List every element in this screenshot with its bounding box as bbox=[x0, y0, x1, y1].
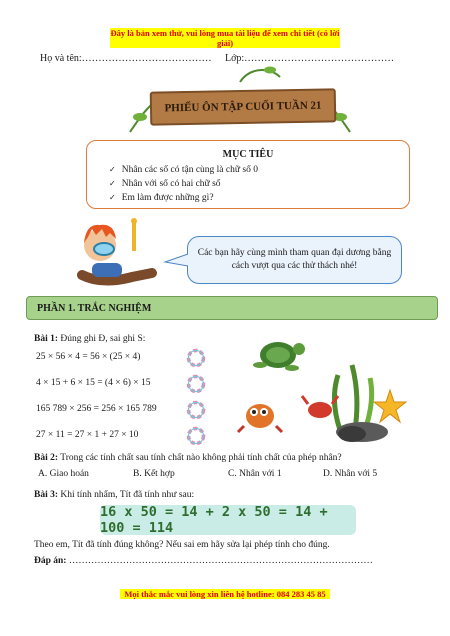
q2-option[interactable]: C. Nhân với 1 bbox=[228, 469, 282, 479]
goals-heading: MỤC TIÊU bbox=[222, 149, 274, 160]
q2-label: Bài 2: bbox=[34, 453, 59, 463]
q2-option[interactable]: A. Giao hoán bbox=[38, 469, 89, 479]
q1-line bbox=[34, 334, 145, 344]
speech-bubble: Các bạn hãy cùng mình tham quan đại dương bằng cách vượt qua các thử thách nhé! bbox=[187, 236, 402, 284]
answer-ring[interactable] bbox=[186, 426, 206, 446]
diver-boy-illustration bbox=[62, 215, 162, 295]
preview-notice: Đây là bản xem thử, vui lòng mua tài liệu để xem chi tiết (có lời giải) bbox=[110, 28, 340, 48]
goal-item: ✓ Nhân các số có tận cùng là chữ số 0 bbox=[109, 163, 258, 177]
q3-line bbox=[34, 490, 194, 500]
q3-equation: 16 x 50 = 14 + 2 x 50 = 14 + 100 = 114 bbox=[100, 505, 356, 535]
q1-prompt: Đúng ghi Đ, sai ghi S: bbox=[60, 334, 146, 344]
q3-prompt: Khi tính nhẩm, Tít đã tính như sau: bbox=[60, 490, 195, 500]
class-line: Lớp:……………………………………… bbox=[225, 53, 395, 64]
goal-item: ✓ Em làm được những gì? bbox=[109, 191, 258, 205]
q2-option[interactable]: B. Kết hợp bbox=[133, 469, 175, 479]
q3-label: Bài 3: bbox=[34, 490, 59, 500]
turtle-illustration bbox=[248, 335, 308, 375]
q3-answer-label: Đáp án: bbox=[34, 556, 67, 566]
hermit-crab-illustration bbox=[236, 394, 286, 434]
q1-item: 165 789 × 256 = 256 × 165 789 bbox=[36, 404, 157, 414]
q3-answer bbox=[34, 556, 373, 566]
part1-header: PHẦN 1. TRẮC NGHIỆM bbox=[26, 296, 438, 320]
answer-ring[interactable] bbox=[186, 400, 206, 420]
bubble-tail bbox=[163, 252, 189, 268]
q2-option[interactable]: D. Nhân với 5 bbox=[323, 469, 378, 479]
worksheet-title: PHIẾU ÔN TẬP CUỐI TUẦN 21 bbox=[150, 88, 337, 125]
q2-line bbox=[34, 453, 434, 463]
q1-label: Bài 1: bbox=[34, 334, 59, 344]
coral-crab-starfish-illustration bbox=[300, 360, 410, 445]
q1-item: 25 × 56 × 4 = 56 × (25 × 4) bbox=[36, 352, 141, 362]
goals-box bbox=[86, 140, 410, 209]
name-line: Họ và tên:………………………………… bbox=[40, 53, 212, 64]
q2-prompt: Trong các tính chất sau tính chất nào không phải tính chất của phép nhân? bbox=[60, 453, 342, 463]
goal-item: ✓ Nhân với số có hai chữ số bbox=[109, 177, 258, 191]
answer-ring[interactable] bbox=[186, 374, 206, 394]
q1-item: 27 × 11 = 27 × 1 + 27 × 10 bbox=[36, 430, 139, 440]
hotline-notice: Mọi thắc mắc vui lòng xin liên hệ hotline: 084 283 45 85 bbox=[120, 589, 330, 599]
q3-answer-line[interactable]: …………………………………………………………………………………… bbox=[68, 556, 373, 566]
q1-item: 4 × 15 + 6 × 15 = (4 × 6) × 15 bbox=[36, 378, 151, 388]
q3-question: Theo em, Tít đã tính đúng không? Nếu sai em hãy sửa lại phép tính cho đúng. bbox=[34, 540, 330, 550]
answer-ring[interactable] bbox=[186, 348, 206, 368]
